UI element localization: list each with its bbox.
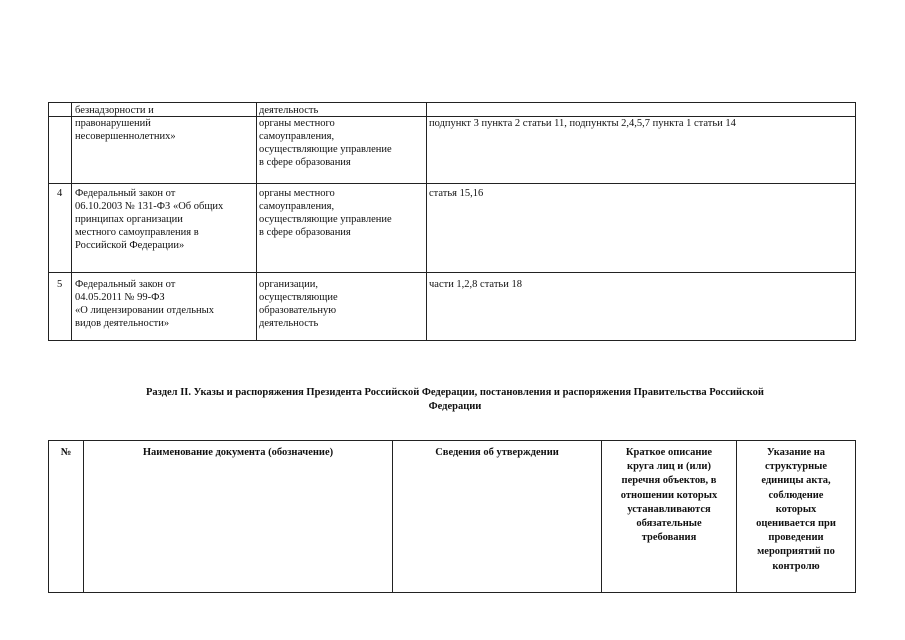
row-divider (48, 272, 856, 273)
regulated-subjects: организации, осуществляющие образовательную деятельность (259, 279, 338, 329)
header-approval-info: Сведения об утверждении (435, 447, 559, 458)
section-title: Раздел II. Указы и распоряжения Президента Российской Федерации, постановления и распоряжения Правительства Российской Федерации (146, 387, 764, 412)
structural-units: подпункт 3 пункта 2 статьи 11, подпункты 2,4,5,7 пункта 1 статьи 14 (429, 118, 736, 129)
header-number: № (60, 447, 72, 458)
col-divider (392, 440, 393, 593)
document-name: Федеральный закон от 04.05.2011 № 99-ФЗ «О лицензировании отдельных видов деятельности» (75, 279, 214, 329)
row-number: 5 (57, 279, 63, 290)
col-divider (83, 440, 84, 593)
row-number: 4 (57, 188, 63, 199)
structural-units: статья 15,16 (429, 188, 484, 199)
col-divider (48, 102, 49, 341)
header-description: Краткое описание круга лиц и (или) перечня объектов, в отношении которых устанавливаются обязательные требования (620, 447, 718, 544)
regulated-subjects: деятельность органы местного самоуправления, осуществляющие управление в сфере образования (259, 105, 392, 168)
col-divider (855, 102, 856, 341)
table-border-bottom (48, 340, 856, 341)
col-divider (48, 440, 49, 593)
regulated-subjects: органы местного самоуправления, осуществляющие управление в сфере образования (259, 188, 392, 238)
table-border-top (48, 440, 856, 441)
row-divider (48, 183, 856, 184)
table-border-bottom (48, 592, 856, 593)
document-name: безнадзорности и правонарушений несовершеннолетних» (75, 105, 176, 142)
document-name: Федеральный закон от 06.10.2003 № 131-ФЗ «Об общих принципах организации местного самоуправления в Российской Федерации» (75, 188, 224, 251)
col-divider (71, 102, 72, 341)
header-structural-units: Указание на структурные единицы акта, соблюдение которых оценивается при проведении мероприятий по контролю (756, 447, 836, 572)
table-border-top (48, 102, 856, 103)
header-document-name: Наименование документа (обозначение) (142, 447, 334, 458)
structural-units: части 1,2,8 статьи 18 (429, 279, 522, 290)
col-divider (855, 440, 856, 593)
